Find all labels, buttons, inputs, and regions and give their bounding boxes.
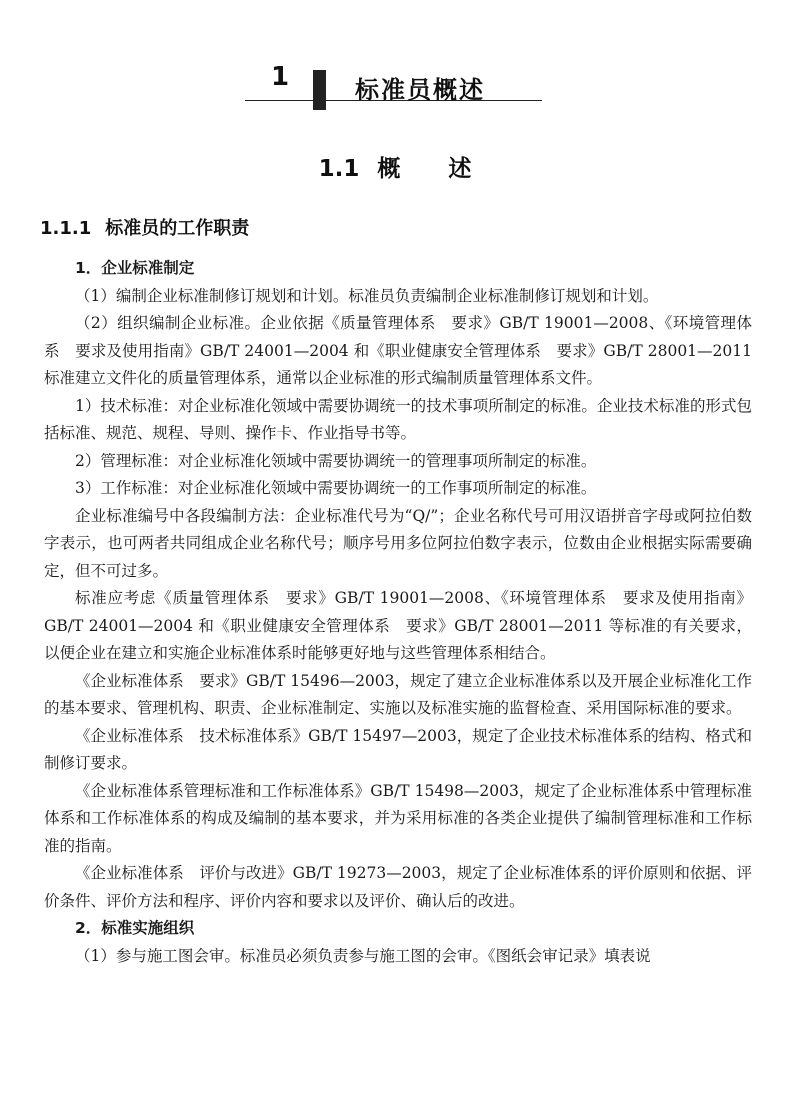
body-text [44, 255, 752, 970]
section-title-part-b: 述 [448, 156, 472, 182]
subsection-number: 1.1.1 [40, 218, 92, 239]
paragraph: 《企业标准体系 评价与改进》GB/T 19273—2003，规定了企业标准体系的评价原则和依据、评价条件、评价方法和程序、评价内容和要求以及评价、确认后的改进。 [44, 864, 752, 910]
paragraph: 《企业标准体系管理标准和工作标准体系》GB/T 15498—2003，规定了企业标准体系中管理标准体系和工作标准体系的构成及编制的基本要求，并为采用标准的各类企业提供了编制管理标准和工作标准的指南。 [44, 781, 752, 855]
chapter-title: 标准员概述 [355, 76, 485, 104]
paragraph: 2）管理标准：对企业标准化领域中需要协调统一的管理事项所制定的标准。 [75, 451, 597, 470]
section-title [0, 150, 790, 183]
paragraph: （1）参与施工图会审。标准员必须负责参与施工图的会审。《图纸会审记录》填表说 [75, 946, 651, 965]
paragraph: （1）编制企业标准制修订规划和计划。标准员负责编制企业标准制修订规划和计划。 [75, 286, 659, 305]
paragraph: 《企业标准体系 技术标准体系》GB/T 15497—2003，规定了企业技术标准体系的结构、格式和制修订要求。 [44, 726, 752, 772]
section-title-part-a: 概 [377, 156, 401, 182]
section-number: 1.1 [318, 156, 360, 182]
paragraph: （2）组织编制企业标准。企业依据《质量管理体系 要求》GB/T 19001—2008、《环境管理体系 要求及使用指南》GB/T 24001—2004 和《职业健康安全管理体系 要求》GB/T 28001—2011 标准建立文件化的质量管理体系，通常以企业标准的形式编制质量管理体系文件。 [44, 314, 752, 387]
paragraph: 标准应考虑《质量管理体系 要求》GB/T 19001—2008、《环境管理体系 要求及使用指南》GB/T 24001—2004 和《职业健康安全管理体系 要求》GB/T 28001—2011 等标准的有关要求，以便企业在建立和实施企业标准体系时能够更好地与这些管理体系相结合。 [44, 589, 752, 662]
subsection-label: 标准员的工作职责 [105, 218, 250, 239]
chapter-header [245, 58, 545, 114]
paragraph: 3）工作标准：对企业标准化领域中需要协调统一的工作事项所制定的标准。 [75, 479, 597, 497]
paragraph: 企业标准编号中各段编制方法：企业标准代号为“Q/”；企业名称代号可用汉语拼音字母或阿拉伯数字表示，也可两者共同组成企业名称代号；顺序号用多位阿拉伯数字表示，位数由企业根据实际需要确定，但不可过多。 [44, 506, 752, 580]
paragraph: 《企业标准体系 要求》GB/T 15496—2003，规定了建立企业标准体系以及开展企业标准化工作的基本要求、管理机构、职责、企业标准制定、实施以及标准实施的监督检查、采用国际标准的要求。 [44, 671, 752, 717]
chapter-bar [313, 70, 326, 110]
heading-standard-formulation: 1．企业标准制定 [75, 259, 195, 277]
paragraph: 1）技术标准：对企业标准化领域中需要协调统一的技术事项所制定的标准。企业技术标准的形式包括标准、规范、规程、导则、操作卡、作业指导书等。 [44, 396, 752, 442]
chapter-number: 1 [271, 62, 290, 92]
heading-standard-implementation: 2．标准实施组织 [75, 919, 195, 937]
subsection-title [40, 214, 249, 240]
